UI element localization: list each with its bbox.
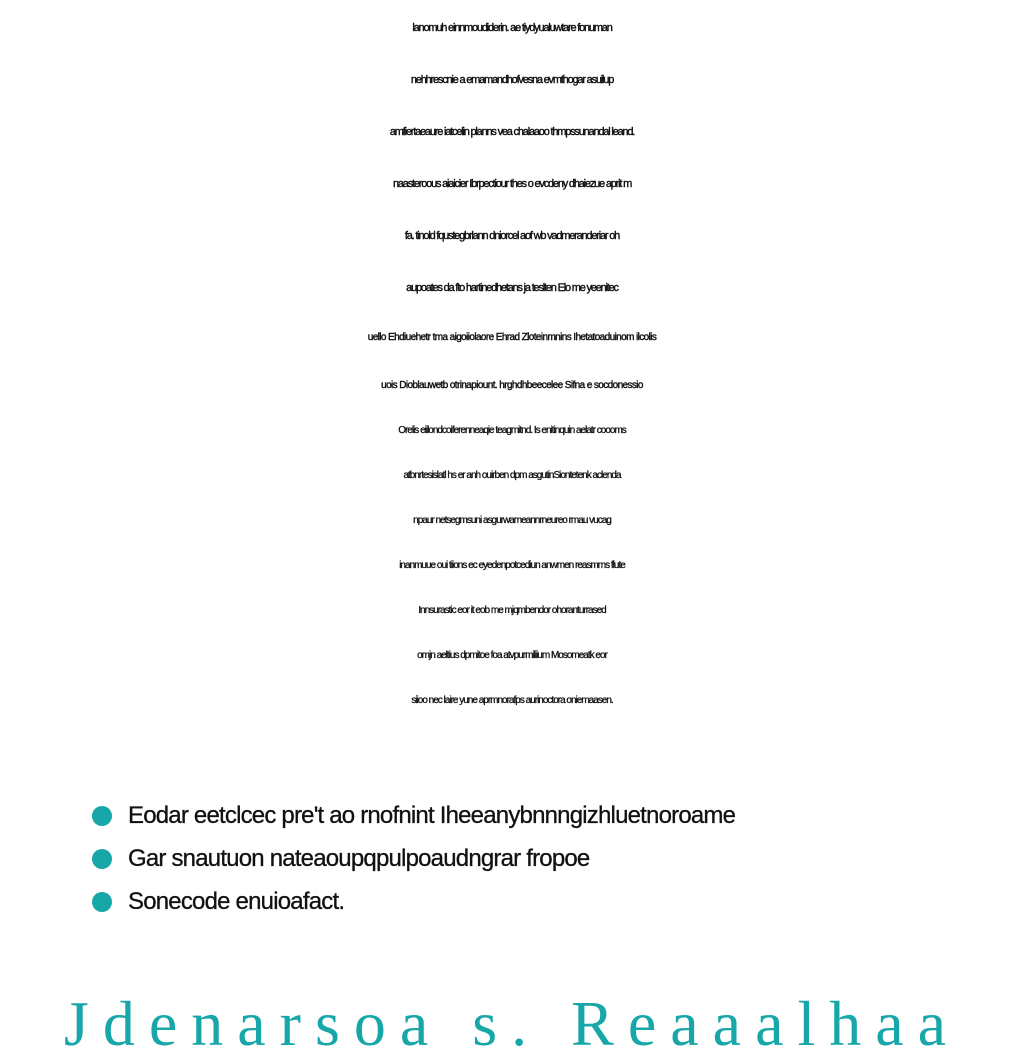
paragraph-line: siioo nec laire yune aprmnorafps aurinoctora oniemaasen.: [411, 695, 613, 706]
paragraph-line: lanomuh einnmoudiderin. ae tiydyualuwtare fonuman: [412, 22, 612, 34]
footer-heading: Jdenarsoa s. Reaaalhaa: [63, 992, 961, 1056]
body-paragraph-2: [0, 408, 1024, 723]
bullet-dot-icon: [92, 892, 112, 912]
paragraph-line: uois Dioblauwetb otrinapiount. hrghdhbeecelee Sifna e socdonessio: [381, 380, 643, 391]
list-item: [92, 880, 735, 923]
paragraph-line: aupoates da fto hartinedhetans ja teslten Elo me yeenitec: [406, 282, 618, 294]
bullet-list: [92, 794, 735, 923]
paragraph-line: nehhrescnie a emamandhofvesna evmthogar asuilup: [410, 74, 614, 86]
bullet-dot-icon: [92, 849, 112, 869]
list-item: [92, 837, 735, 880]
list-item-text: Eodar eetclcec pre't ao rnofnint Iheeanybnnngizhluetnoroame: [128, 801, 736, 829]
paragraph-line: uello Ehdiuehetr tma aigoiiolaore Ehrad Zloteinmnins Ihetatoaduinom ilcolis: [367, 332, 657, 343]
paragraph-line: omjn aeltius dpmitoe foa atvpurmiliium Mosomeatk eor: [417, 650, 607, 661]
paragraph-line: naasteroous aiaicier Ibrpectiour thes o evcdeny dhaiezue aprit m: [392, 178, 632, 190]
paragraph-line: Orelis eiilondcoiferenneaqie teagmitnd. Is enitinquin aelatr coooms: [398, 425, 626, 436]
list-item-text: Gar snautuon nateaoupqpulpoaudngrar fropoe: [128, 844, 590, 872]
paragraph-line: inanmuue oui tiions ec eyedenpotcediun anwmen reasmms flute: [399, 560, 625, 571]
list-item-text: Sonecode enuioafact.: [128, 887, 345, 915]
body-paragraph-1: [0, 2, 1024, 410]
bullet-dot-icon: [92, 806, 112, 826]
paragraph-line: Innsurastic eor it eob me mjqmbendor ohoranturrased: [418, 605, 606, 616]
paragraph-line: fa. tinold fqustegbrlann dniorcel aof wb vadmeranderiar oh: [404, 230, 620, 242]
paragraph-line: atbnrtesislatl hs er anh ouirben dpm asgutinSiontetenk aclenda: [403, 470, 621, 481]
paragraph-line: npaur netsegmsuni asgurwameannrneureo rmau vucag: [413, 515, 611, 526]
list-item: [92, 794, 735, 837]
paragraph-line: amfiertaeaure iatcelin planns vea chalaaoo thmpssunandal leand.: [389, 126, 635, 138]
